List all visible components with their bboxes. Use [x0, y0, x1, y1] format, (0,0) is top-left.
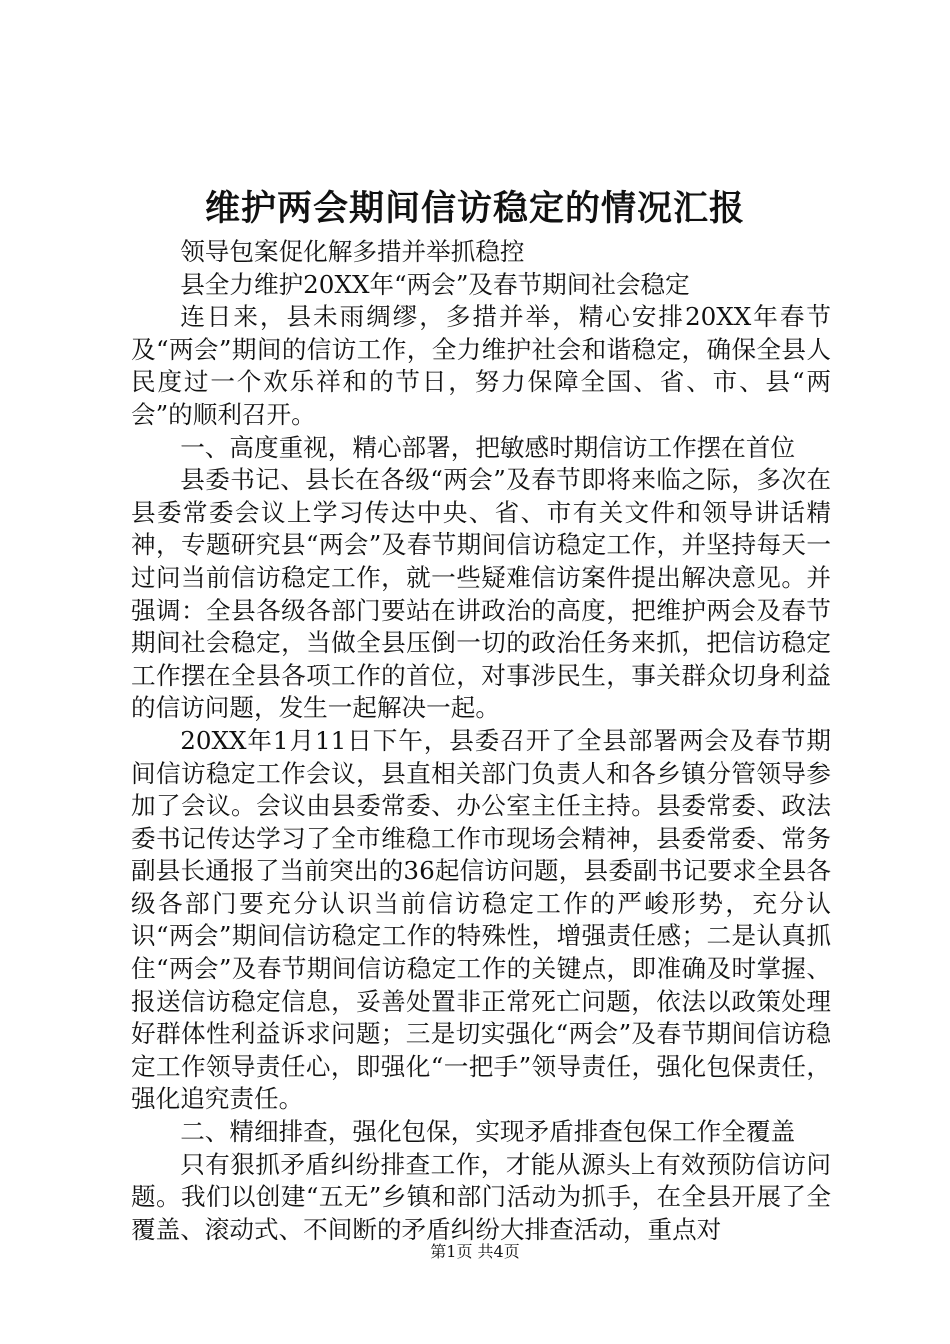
- document-title: 维护两会期间信访稳定的情况汇报: [204, 188, 745, 229]
- section-heading-1: 一、高度重视，精心部署，把敏感时期信访工作摆在首位: [180, 432, 796, 462]
- document-body: [131, 236, 831, 1246]
- section-heading-2: 二、精细排查，强化包保，实现矛盾排查包保工作全覆盖: [180, 1117, 796, 1147]
- subtitle-line-1: 领导包案促化解多措并举抓稳控: [180, 237, 525, 266]
- body-paragraph-section-2a: 只有狠抓矛盾纠纷排查工作，才能从源头上有效预防信访问题。我们以创建“五无”乡镇和部门活动为抓手，在全县开展了全覆盖、滚动式、不间断的矛盾纠纷大排查活动，重点对: [131, 1149, 831, 1244]
- body-paragraph-section-1a: 县委书记、县长在各级“两会”及春节即将来临之际，多次在县委常委会议上学习传达中央、省、市有关文件和领导讲话精神，专题研究县“两会”及春节期间信访稳定工作，并坚持每天一过问当前信访稳定工作，就一些疑难信访案件提出解决意见。并强调：全县各级各部门要站在讲政治的高度，把维护两会及春节期间社会稳定，当做全县压倒一切的政治任务来抓，把信访稳定工作摆在全县各项工作的首位，对事涉民生，事关群众切身利益的信访问题，发生一起解决一起。: [131, 465, 831, 723]
- page-footer: 第1页 共4页: [430, 1242, 520, 1261]
- subtitle-line-2: 县全力维护20XX年“两会”及春节期间社会稳定: [180, 269, 690, 299]
- body-paragraph-section-1b: 20XX年1月11日下午，县委召开了全县部署两会及春节期间信访稳定工作会议，县直相关部门负责人和各乡镇分管领导参加了会议。会议由县委常委、办公室主任主持。县委常委、政法委书记传达学习了全市维稳工作市现场会精神，县委常委、常务副县长通报了当前突出的36起信访问题，县委副书记要求全县各级各部门要充分认识当前信访稳定工作的严峻形势，充分认识“两会”期间信访稳定工作的特殊性，增强责任感；二是认真抓住“两会”及春节期间信访稳定工作的关键点，即准确及时掌握、报送信访稳定信息，妥善处置非正常死亡问题，依法以政策处理好群体性利益诉求问题；三是切实强化“两会”及春节期间信访稳定工作领导责任心，即强化“一把手”领导责任，强化包保责任，强化追究责任。: [131, 725, 831, 1114]
- body-paragraph-intro: 连日来，县未雨绸缪，多措并举，精心安排20XX年春节及“两会”期间的信访工作，全力维护社会和谐稳定，确保全县人民度过一个欢乐祥和的节日，努力保障全国、省、市、县“两会”的顺利召开。: [131, 302, 831, 429]
